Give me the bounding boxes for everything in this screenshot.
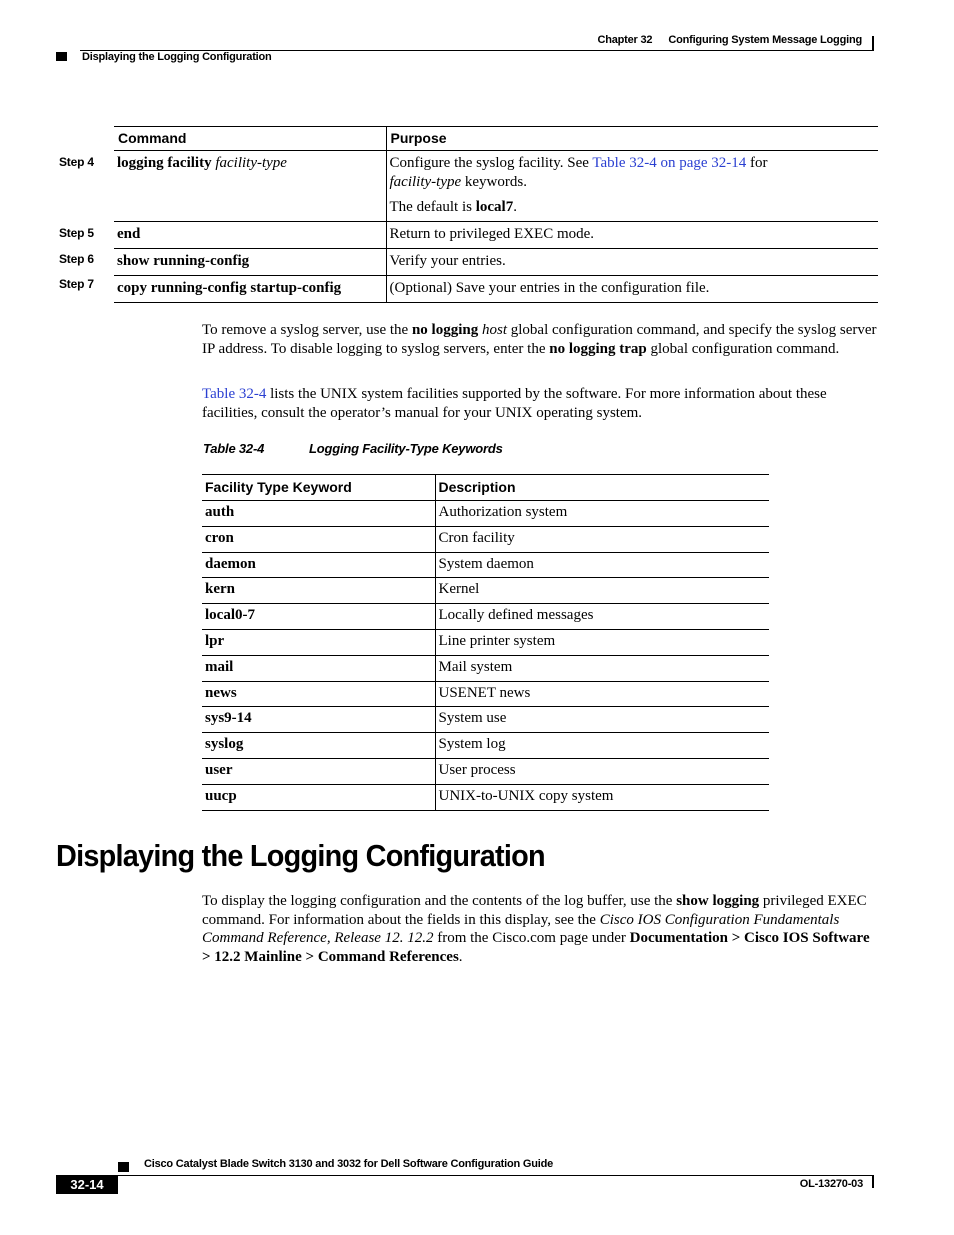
description-cell: Line printer system [435, 629, 769, 655]
column-header-keyword: Facility Type Keyword [202, 475, 435, 501]
keyword-cell: cron [202, 526, 435, 552]
table-row [114, 249, 878, 276]
description-cell: System use [435, 707, 769, 733]
paragraph-facilities: Table 32-4 lists the UNIX system facilities supported by the software. For more information about these facilities, consult the operator’s manual for your UNIX operating system. [202, 386, 827, 421]
table-row [114, 276, 878, 303]
purpose-cell: (Optional) Save your entries in the configuration file. [386, 276, 878, 303]
table-row [202, 733, 769, 759]
description-cell: System daemon [435, 552, 769, 578]
table-row [202, 526, 769, 552]
purpose-cell: Return to privileged EXEC mode. [386, 222, 878, 249]
keyword-cell: sys9-14 [202, 707, 435, 733]
keyword-cell: uucp [202, 784, 435, 810]
purpose-text: keywords. [461, 174, 527, 190]
command-text: logging facility [117, 155, 212, 171]
command-cell [114, 151, 386, 222]
command-argument: facility-type [215, 155, 287, 171]
command-cell [114, 276, 386, 303]
footer-marker [118, 1162, 129, 1172]
column-header-description: Description [435, 475, 769, 501]
table-row [202, 681, 769, 707]
header-bar [872, 36, 874, 50]
table-title: Logging Facility-Type Keywords [309, 441, 503, 456]
table-32-4-link[interactable]: Table 32-4 [202, 386, 267, 402]
table-row [114, 151, 878, 222]
purpose-text: Configure the syslog facility. See [389, 155, 593, 171]
description-cell: Authorization system [435, 501, 769, 527]
paragraph-show-logging: To display the logging configuration and the contents of the log buffer, use the show logging privileged EXEC command. For information about the fields in this display, see the Cisco IOS Configuration Fundamentals Command Reference, Release 12. 12.2 from the Cisco.com page under Documentation > Cisco IOS Software > 12.2 Mainline > Command References. [202, 893, 870, 965]
table-row [202, 784, 769, 810]
purpose-text: for [746, 155, 768, 171]
command-text: end [117, 226, 141, 242]
description-cell: Locally defined messages [435, 604, 769, 630]
table-row [202, 707, 769, 733]
table-32-4-link[interactable]: Table 32-4 on page 32-14 [592, 155, 747, 171]
keyword-cell: lpr [202, 629, 435, 655]
purpose-cell [386, 151, 878, 222]
facility-keyword-table [202, 474, 769, 811]
description-cell: UNIX-to-UNIX copy system [435, 784, 769, 810]
table-number: Table 32-4 [203, 441, 265, 456]
default-value: local7 [475, 199, 514, 215]
description-cell: USENET news [435, 681, 769, 707]
step-label-5: Step 5 [59, 226, 94, 240]
chapter-number: Chapter 32 [597, 34, 653, 46]
command-text: copy running-config startup-config [117, 280, 342, 296]
header-marker [56, 52, 67, 61]
step-label-4: Step 4 [59, 155, 94, 169]
footer-rule [56, 1175, 874, 1176]
footer-book-title: Cisco Catalyst Blade Switch 3130 and 3032 for Dell Software Configuration Guide [144, 1158, 554, 1170]
table-caption [203, 441, 503, 456]
purpose-italic: facility-type [389, 174, 462, 190]
column-header-command: Command [114, 127, 386, 151]
description-cell: System log [435, 733, 769, 759]
keyword-cell: local0-7 [202, 604, 435, 630]
purpose-cell: Verify your entries. [386, 249, 878, 276]
keyword-cell: syslog [202, 733, 435, 759]
keyword-cell: mail [202, 655, 435, 681]
table-row [202, 604, 769, 630]
description-cell: Mail system [435, 655, 769, 681]
keyword-cell: auth [202, 501, 435, 527]
steps-table-header [114, 127, 878, 151]
description-cell: User process [435, 758, 769, 784]
keyword-cell: user [202, 758, 435, 784]
description-cell: Cron facility [435, 526, 769, 552]
table-row [202, 629, 769, 655]
default-text: The default is [389, 199, 476, 215]
chapter-title: Configuring System Message Logging [668, 34, 862, 46]
keyword-table-header [202, 475, 769, 501]
page-number: 32-14 [56, 1176, 118, 1194]
table-row [202, 578, 769, 604]
command-text: show running-config [117, 253, 250, 269]
column-header-purpose: Purpose [386, 127, 878, 151]
footer-bar [872, 1176, 874, 1188]
keyword-cell: daemon [202, 552, 435, 578]
section-heading: Displaying the Logging Configuration [56, 838, 545, 873]
running-header [597, 34, 862, 46]
table-row [202, 758, 769, 784]
keyword-cell: news [202, 681, 435, 707]
table-row [202, 501, 769, 527]
step-label-6: Step 6 [59, 252, 94, 266]
default-text: . [513, 199, 517, 215]
steps-table [114, 126, 878, 303]
keyword-cell: kern [202, 578, 435, 604]
header-section: Displaying the Logging Configuration [82, 51, 272, 63]
table-row [202, 655, 769, 681]
table-row [114, 222, 878, 249]
command-cell [114, 222, 386, 249]
description-cell: Kernel [435, 578, 769, 604]
step-label-7: Step 7 [59, 277, 94, 291]
table-row [202, 552, 769, 578]
command-cell [114, 249, 386, 276]
paragraph-remove-syslog: To remove a syslog server, use the no logging host global configuration command, and specify the syslog server IP address. To disable logging to syslog servers, enter the no logging trap global configuration command. [202, 322, 877, 357]
document-number: OL-13270-03 [799, 1178, 863, 1190]
